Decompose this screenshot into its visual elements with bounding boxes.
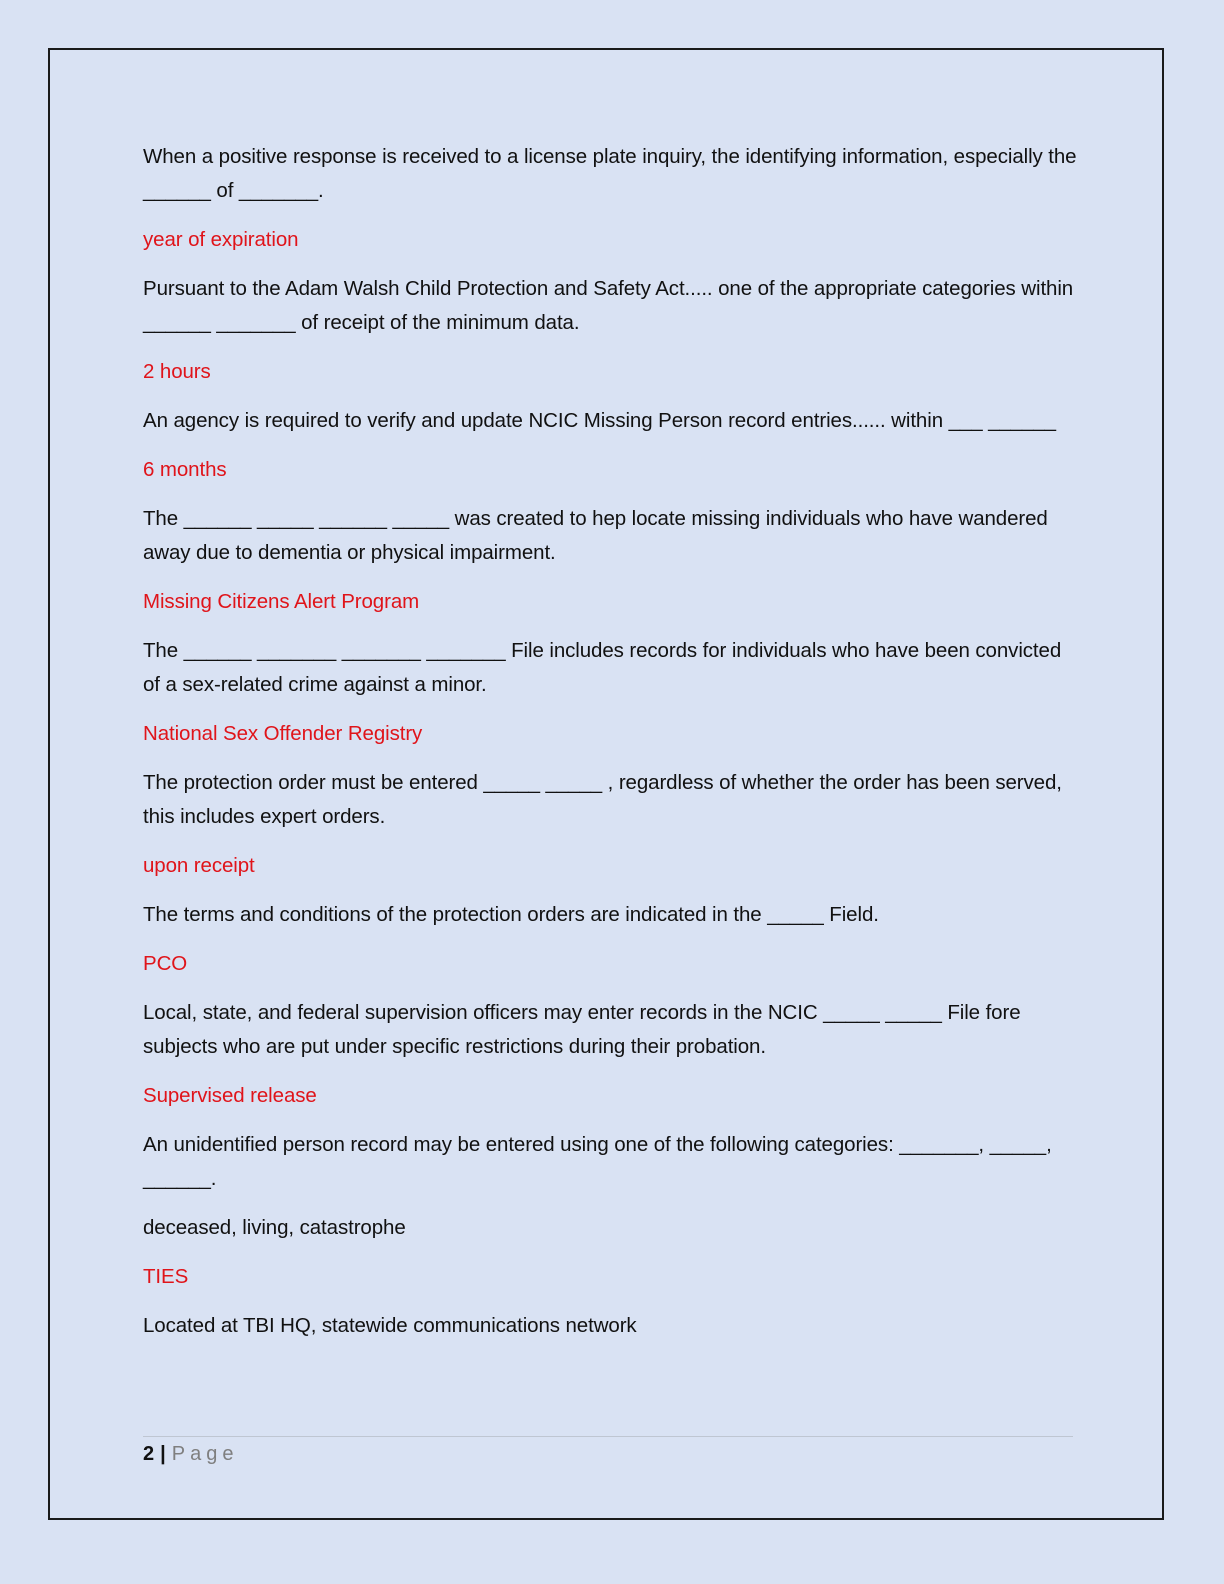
question-7: The terms and conditions of the protection orders are indicated in the _____ Field. (143, 903, 879, 926)
question-5: The ______ _______ _______ _______ File includes records for individuals who have been convicted of a sex-related crime against a minor. (143, 639, 1062, 696)
answer-1: year of expiration (143, 228, 299, 251)
question-4: The ______ _____ ______ _____ was created to hep locate missing individuals who have wandered away due to dementia or physical impairment. (143, 507, 1048, 564)
answer-2: 2 hours (143, 360, 211, 383)
question-6: The protection order must be entered _____ _____ , regardless of whether the order has been served, this includes expert orders. (143, 771, 1062, 828)
definition-ties: Located at TBI HQ, statewide communications network (143, 1314, 637, 1337)
answer-3: 6 months (143, 458, 227, 481)
document-body (143, 140, 1078, 1358)
answer-9: deceased, living, catastrophe (143, 1216, 406, 1239)
question-3: An agency is required to verify and update NCIC Missing Person record entries...... within ___ ______ (143, 409, 1056, 432)
answer-7: PCO (143, 952, 188, 975)
term-ties: TIES (143, 1265, 189, 1288)
answer-8: Supervised release (143, 1084, 317, 1107)
question-2: Pursuant to the Adam Walsh Child Protection and Safety Act..... one of the appropriate categories within ______ _______ of receipt of the minimum data. (143, 277, 1074, 334)
question-1: When a positive response is received to a license plate inquiry, the identifying information, especially the ______ of _______. (143, 145, 1077, 202)
page-label: Page (171, 1443, 239, 1465)
question-8: Local, state, and federal supervision officers may enter records in the NCIC _____ _____ File fore subjects who are put under specific restrictions during their probation. (143, 1001, 1021, 1058)
page-number: 2 (143, 1443, 155, 1465)
answer-6: upon receipt (143, 854, 255, 877)
question-9: An unidentified person record may be entered using one of the following categories: _______, _____, ______. (143, 1133, 1052, 1190)
answer-5: National Sex Offender Registry (143, 722, 423, 745)
footer-divider (143, 1436, 1073, 1437)
answer-4: Missing Citizens Alert Program (143, 590, 420, 613)
page-footer (143, 1440, 238, 1468)
footer-separator: | (160, 1443, 166, 1465)
